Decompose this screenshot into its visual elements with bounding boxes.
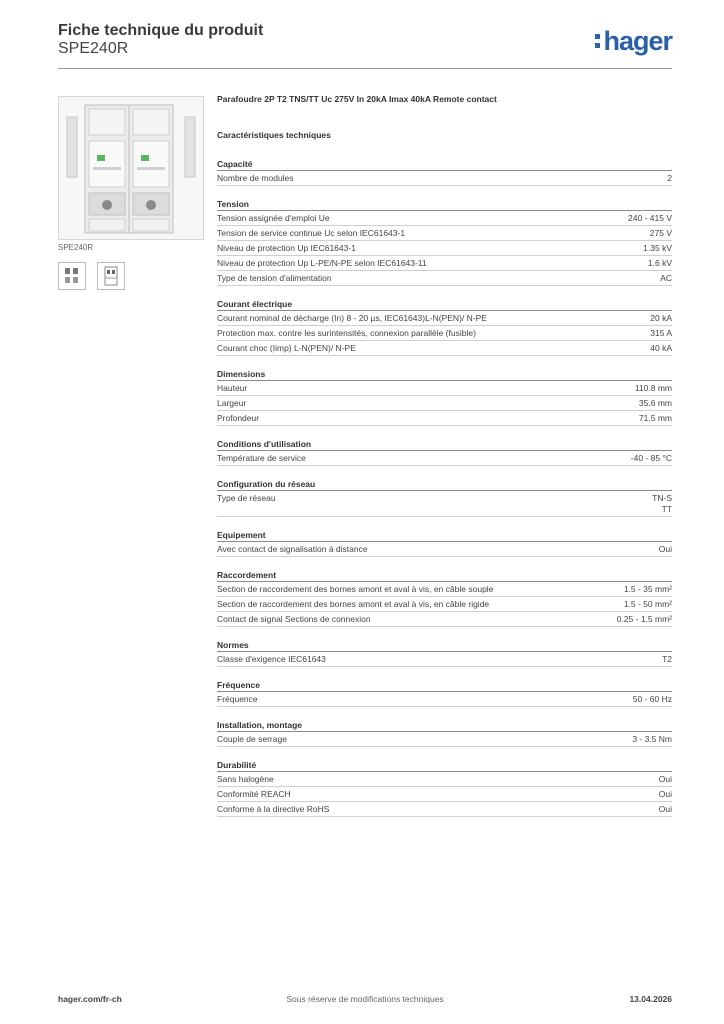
spec-value: TN-S TT xyxy=(652,492,672,514)
spec-row xyxy=(217,612,672,627)
logo-dots-icon xyxy=(595,34,602,52)
characteristics-sections xyxy=(217,158,672,817)
section-title: Tension xyxy=(217,198,672,211)
wiring-diagram-thumbnail[interactable] xyxy=(58,262,86,290)
page-footer xyxy=(58,994,672,1008)
spec-label: Température de service xyxy=(217,452,306,463)
spec-value: 240 - 415 V xyxy=(628,212,672,223)
spec-row xyxy=(217,787,672,802)
spec-row xyxy=(217,271,672,286)
spec-row xyxy=(217,542,672,557)
spec-row xyxy=(217,451,672,466)
spec-value: 1.5 - 50 mm² xyxy=(623,598,672,609)
spec-section xyxy=(217,529,672,557)
spec-label: Fréquence xyxy=(217,693,258,704)
spec-row xyxy=(217,211,672,226)
spec-label: Niveau de protection Up IEC61643-1 xyxy=(217,242,356,253)
dimension-drawing-thumbnail[interactable] xyxy=(97,262,125,290)
spec-label: Courant nominal de décharge (In) 8 - 20 µs, IEC61643)L-N(PEN)/ N-PE xyxy=(217,312,487,323)
spec-value: 40 kA xyxy=(650,342,672,353)
product-description: Parafoudre 2P T2 TNS/TT Uc 275V In 20kA Imax 40kA Remote contact xyxy=(217,94,497,104)
page-title: Fiche technique du produit xyxy=(58,22,264,39)
spec-label: Protection max. contre les surintensités, connexion parallèle (fusible) xyxy=(217,327,476,338)
spec-row xyxy=(217,341,672,356)
spec-value: 110.8 mm xyxy=(634,382,672,393)
datasheet-content xyxy=(217,94,672,817)
spec-value: Oui xyxy=(658,543,672,554)
spec-value: 315 A xyxy=(650,327,672,338)
spec-section xyxy=(217,569,672,627)
spec-row xyxy=(217,171,672,186)
section-title: Raccordement xyxy=(217,569,672,582)
spec-section xyxy=(217,478,672,517)
spec-value: AC xyxy=(660,272,672,283)
spec-row xyxy=(217,256,672,271)
spec-section xyxy=(217,639,672,667)
hager-logo[interactable] xyxy=(595,26,672,57)
spec-row xyxy=(217,396,672,411)
surge-protector-illustration xyxy=(59,97,203,239)
spec-value: 2 xyxy=(667,172,672,183)
spec-label: Contact de signal Sections de connexion xyxy=(217,613,371,624)
spec-label: Couple de serrage xyxy=(217,733,287,744)
section-title: Configuration du réseau xyxy=(217,478,672,491)
spec-label: Type de tension d'alimentation xyxy=(217,272,332,283)
spec-value: -40 - 85 °C xyxy=(630,452,672,463)
image-caption: SPE240R xyxy=(58,243,94,252)
spec-value: Oui xyxy=(658,773,672,784)
diagram-icon xyxy=(59,263,85,289)
footer-disclaimer: Sous réserve de modifications techniques xyxy=(286,994,444,1004)
footer-date: 13.04.2026 xyxy=(629,994,672,1004)
spec-section xyxy=(217,368,672,426)
spec-value: 35.6 mm xyxy=(638,397,672,408)
spec-label: Section de raccordement des bornes amont et aval à vis, en câble souple xyxy=(217,583,494,594)
drawing-icon xyxy=(98,263,124,289)
section-title: Conditions d'utilisation xyxy=(217,438,672,451)
spec-section xyxy=(217,438,672,466)
spec-value: 0.25 - 1.5 mm² xyxy=(616,613,672,624)
section-title: Dimensions xyxy=(217,368,672,381)
spec-value: Oui xyxy=(658,788,672,799)
spec-row xyxy=(217,491,672,517)
spec-row xyxy=(217,652,672,667)
spec-section xyxy=(217,198,672,286)
spec-section xyxy=(217,719,672,747)
spec-label: Avec contact de signalisation à distance xyxy=(217,543,368,554)
spec-value: 275 V xyxy=(649,227,672,238)
page-header xyxy=(58,20,672,69)
spec-label: Nombre de modules xyxy=(217,172,294,183)
section-title: Capacité xyxy=(217,158,672,171)
logo-text: hager xyxy=(603,26,672,56)
spec-row xyxy=(217,802,672,817)
spec-row xyxy=(217,772,672,787)
spec-label: Tension assignée d'emploi Ue xyxy=(217,212,330,223)
spec-row xyxy=(217,326,672,341)
spec-label: Sans halogène xyxy=(217,773,274,784)
spec-value: Oui xyxy=(658,803,672,814)
spec-section xyxy=(217,158,672,186)
spec-label: Largeur xyxy=(217,397,247,408)
spec-section xyxy=(217,679,672,707)
product-image xyxy=(58,96,204,240)
section-title: Courant électrique xyxy=(217,298,672,311)
product-reference: SPE240R xyxy=(58,40,129,57)
spec-label: Courant choc (Iimp) L-N(PEN)/ N-PE xyxy=(217,342,356,353)
spec-value: T2 xyxy=(662,653,672,664)
spec-row xyxy=(217,692,672,707)
spec-value: 1.5 - 35 mm² xyxy=(623,583,672,594)
spec-label: Conforme à la directive RoHS xyxy=(217,803,330,814)
spec-label: Type de réseau xyxy=(217,492,276,503)
spec-row xyxy=(217,411,672,426)
spec-value: 50 - 60 Hz xyxy=(632,693,672,704)
section-title: Fréquence xyxy=(217,679,672,692)
characteristics-heading: Caractéristiques techniques xyxy=(217,130,331,140)
section-title: Normes xyxy=(217,639,672,652)
spec-value: 1.6 kV xyxy=(647,257,672,268)
spec-label: Section de raccordement des bornes amont et aval à vis, en câble rigide xyxy=(217,598,490,609)
spec-label: Classe d'exigence IEC61643 xyxy=(217,653,326,664)
spec-value: 20 kA xyxy=(650,312,672,323)
spec-row xyxy=(217,241,672,256)
spec-row xyxy=(217,597,672,612)
spec-section xyxy=(217,298,672,356)
spec-row xyxy=(217,582,672,597)
spec-label: Hauteur xyxy=(217,382,248,393)
spec-value: 71.5 mm xyxy=(638,412,672,423)
spec-label: Niveau de protection Up L-PE/N-PE selon IEC61643-11 xyxy=(217,257,427,268)
spec-row xyxy=(217,381,672,396)
section-title: Equipement xyxy=(217,529,672,542)
spec-label: Conformité REACH xyxy=(217,788,291,799)
spec-section xyxy=(217,759,672,817)
spec-label: Profondeur xyxy=(217,412,260,423)
spec-label: Tension de service continue Uc selon IEC61643-1 xyxy=(217,227,406,238)
spec-value: 1.35 kV xyxy=(643,242,672,253)
spec-value: 3 - 3.5 Nm xyxy=(632,733,672,744)
spec-row xyxy=(217,311,672,326)
section-title: Durabilité xyxy=(217,759,672,772)
spec-row xyxy=(217,732,672,747)
spec-row xyxy=(217,226,672,241)
section-title: Installation, montage xyxy=(217,719,672,732)
footer-website[interactable]: hager.com/fr-ch xyxy=(58,994,122,1004)
